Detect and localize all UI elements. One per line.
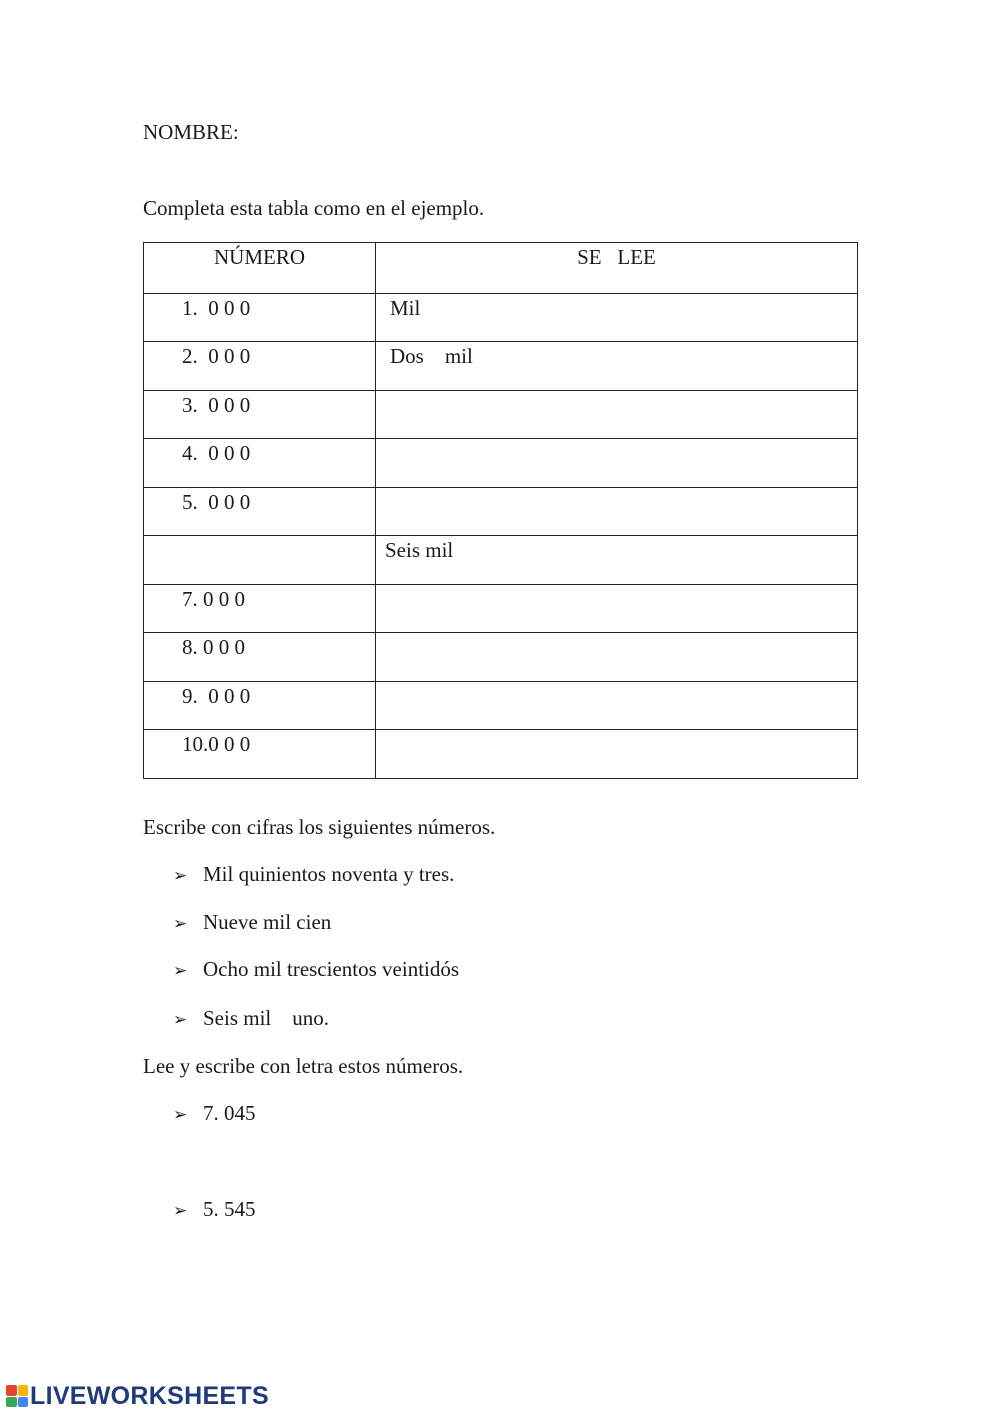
se-lee-text [376, 456, 390, 458]
numero-text: 1. 0 0 0 [182, 295, 251, 320]
list-item-text: 7. 045 [203, 1101, 256, 1125]
numero-text: 5. 0 0 0 [182, 489, 251, 514]
se-lee-cell[interactable] [376, 584, 858, 633]
arrow-bullet-icon: ➢ [173, 1201, 188, 1221]
numero-text: 9. 0 0 0 [182, 683, 251, 708]
liveworksheets-logo[interactable] [6, 1381, 269, 1411]
table-row [144, 584, 858, 633]
logo-square-blue [18, 1397, 29, 1408]
se-lee-cell[interactable] [376, 390, 858, 439]
header-numero: NÚMERO [144, 243, 376, 294]
arrow-bullet-icon: ➢ [173, 866, 188, 886]
numero-text: 8. 0 0 0 [182, 635, 245, 659]
number-table [143, 242, 858, 779]
se-lee-text [376, 505, 390, 507]
numero-text: 7. 0 0 0 [182, 586, 245, 611]
liveworksheets-logo-icon [6, 1385, 28, 1407]
header-se-lee: SE LEE [376, 243, 858, 294]
se-lee-cell[interactable] [376, 487, 858, 536]
numero-text [144, 553, 182, 555]
se-lee-text [376, 602, 390, 604]
arrow-bullet-icon: ➢ [173, 1105, 188, 1125]
list-item [173, 1101, 256, 1126]
list-item [173, 957, 459, 982]
table-row [144, 293, 858, 342]
numero-text: 3. 0 0 0 [182, 392, 251, 417]
logo-text: LIVEWORKSHEETS [30, 1381, 269, 1410]
cifras-instruction: Escribe con cifras los siguientes números. [143, 815, 496, 839]
list-item-text: Nueve mil cien [203, 910, 332, 934]
numero-cell [144, 390, 376, 439]
se-lee-cell[interactable] [376, 681, 858, 730]
table-row [144, 730, 858, 779]
table-row [144, 633, 858, 682]
se-lee-text [376, 699, 390, 701]
table-row [144, 390, 858, 439]
logo-square-yellow [18, 1385, 29, 1396]
se-lee-cell[interactable] [376, 293, 858, 342]
numero-cell [144, 633, 376, 682]
list-item [173, 1006, 329, 1031]
table-row [144, 439, 858, 488]
numero-text: 4. 0 0 0 [182, 441, 251, 465]
table-instruction: Completa esta tabla como en el ejemplo. [143, 196, 485, 220]
arrow-bullet-icon: ➢ [173, 1010, 188, 1030]
numero-cell[interactable] [144, 536, 376, 585]
se-lee-text [376, 650, 390, 652]
list-item [173, 862, 454, 887]
list-item-text: Ocho mil trescientos veintidós [203, 957, 460, 981]
list-item-text: Mil quinientos noventa y tres. [203, 862, 455, 886]
se-lee-cell[interactable] [376, 633, 858, 682]
numero-cell [144, 439, 376, 488]
se-lee-cell[interactable] [376, 730, 858, 779]
table-row [144, 342, 858, 391]
numero-cell [144, 730, 376, 779]
se-lee-text: Seis mil [385, 538, 454, 562]
table-row [144, 536, 858, 585]
list-item-text: Seis mil uno. [203, 1006, 330, 1030]
list-item [173, 1197, 256, 1222]
list-item-text: 5. 545 [203, 1197, 256, 1221]
logo-square-green [6, 1397, 17, 1408]
list-item [173, 910, 331, 935]
nombre-label: NOMBRE: [143, 120, 239, 144]
arrow-bullet-icon: ➢ [173, 914, 188, 934]
se-lee-text [376, 408, 390, 410]
table-row [144, 487, 858, 536]
numero-cell [144, 584, 376, 633]
logo-square-red [6, 1385, 17, 1396]
letra-instruction: Lee y escribe con letra estos números. [143, 1054, 464, 1078]
numero-cell [144, 681, 376, 730]
arrow-bullet-icon: ➢ [173, 961, 188, 981]
numero-cell [144, 293, 376, 342]
numero-cell [144, 487, 376, 536]
table-header-row [144, 243, 858, 294]
se-lee-cell[interactable] [376, 342, 858, 391]
se-lee-text [376, 747, 390, 749]
se-lee-cell[interactable] [376, 439, 858, 488]
se-lee-text: Dos mil [390, 344, 473, 368]
numero-text: 2. 0 0 0 [182, 344, 251, 368]
se-lee-text: Mil [390, 295, 421, 320]
numero-text: 10.0 0 0 [182, 732, 251, 756]
numero-cell [144, 342, 376, 391]
se-lee-cell [376, 536, 858, 585]
table-row [144, 681, 858, 730]
